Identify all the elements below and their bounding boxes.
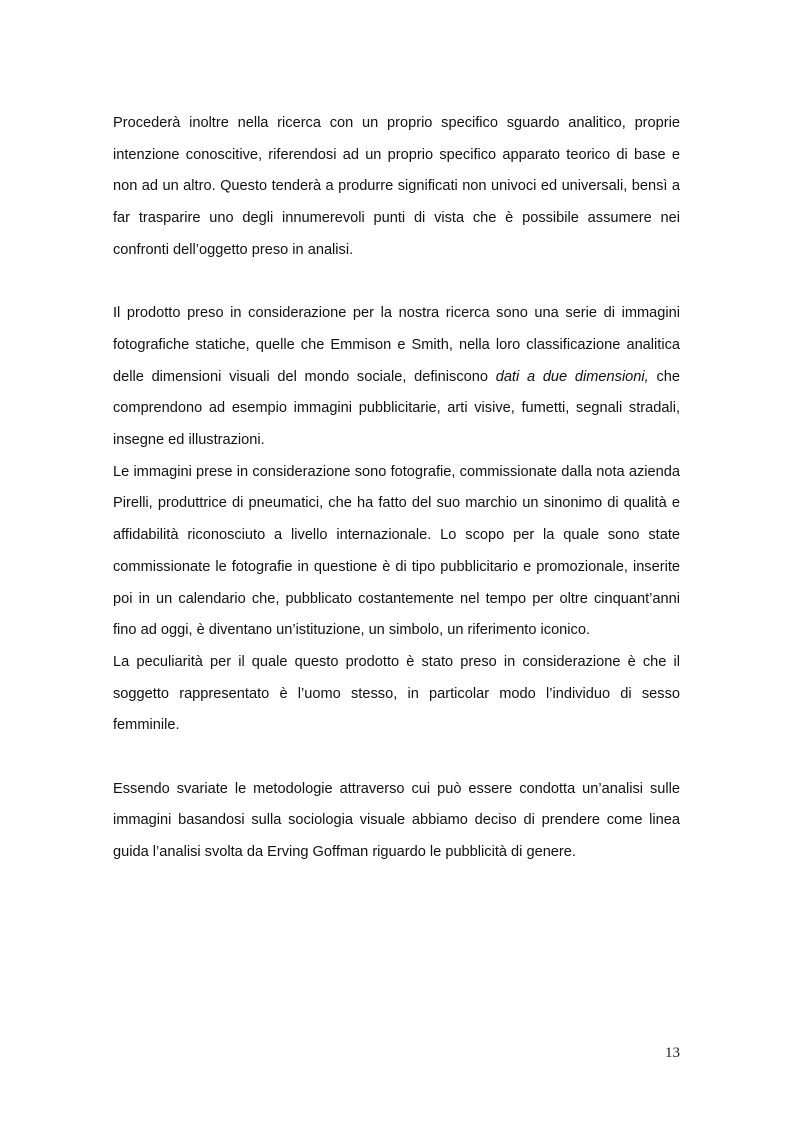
paragraph-analytic-gaze: Procederà inoltre nella ricerca con un proprio specifico sguardo analitico, proprie intenzione conoscitive, riferendosi ad un proprio specifico apparato teorico di base e non ad un altro. Questo tenderà a produrre significati non univoci ed universali, bensì a far trasparire uno degli innumerevoli punti di vista che è possibile assumere nei confronti dell’oggetto preso in analisi. [113,115,680,258]
paragraph-methodology: Essendo svariate le metodologie attraverso cui può essere condotta un’analisi sulle immagini basandosi sulla sociologia visuale abbiamo deciso di prendere come linea guida l’analisi svolta da Erving Goffman riguardo le pubblicità di genere. [113,780,680,861]
paragraph-pirelli-images: Le immagini prese in considerazione sono fotografie, commissionate dalla nota azienda Pirelli, produttrice di pneumatici, che ha fatto del suo marchio un sinonimo di qualità e affidabilità riconosciuto a livello internazionale. Lo scopo per la quale sono state commissionate le fotografie in questione è di tipo pubblicitario e promozionale, inserite poi in un calendario che, pubblicato costantemente nel tempo per oltre cinquant’anni fino ad oggi, è diventano un’istituzione, un simbolo, un riferimento iconico. [113,463,680,639]
body-text [113,108,680,869]
paragraph-product-text-end: che comprendono ad esempio immagini pubblicitarie, arti visive, fumetti, segnali stradali, insegne ed illustrazioni. [113,368,680,449]
page-number: 13 [665,1045,680,1061]
paragraph-peculiarity: La peculiarità per il quale questo prodotto è stato preso in considerazione è che il soggetto rappresentato è l’uomo stesso, in particolar modo l’individuo di sesso femminile. [113,653,680,734]
paragraph-product-text-start: Il prodotto preso in considerazione per la nostra ricerca sono una serie di immagini fotografiche statiche, quelle che Emmison e Smith, nella loro classificazione analitica delle dimensioni visuali del mondo sociale, definiscono [113,305,680,385]
paragraph-product-considered [113,298,680,457]
italic-term: dati a due dimensioni, [495,368,649,385]
